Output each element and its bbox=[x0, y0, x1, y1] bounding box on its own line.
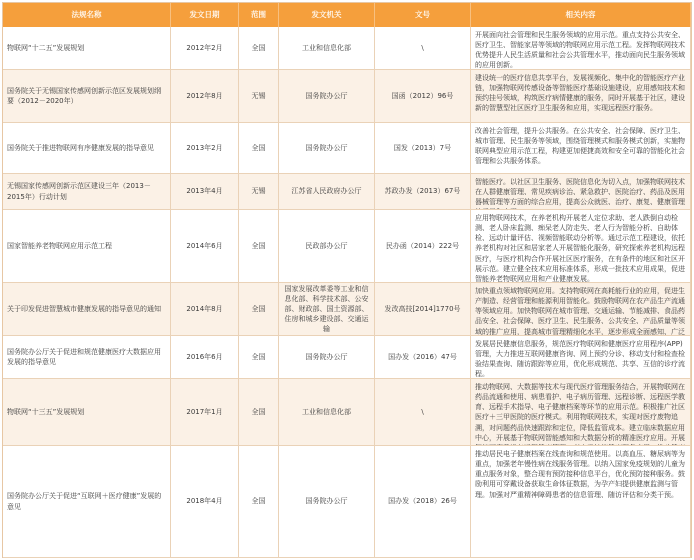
cell-content: 推动物联网、大数据等技术与现代医疗管理服务结合，开展物联网在药品流通和使用、病患看护、电子病历管理、远程诊断、远程医学教育、远程手术指导、电子健康档案等环节的应用示范。积极推广社区医疗＋三甲医院的医疗模式。利用物联网技术，实现对医疗废物追溯，对问题药品快速跟踪和定位，降低监管成本。建立临床数据应用中心，开展基于物联网智能感知和大数据分析的精准医疗应用。开展 bbox=[471, 379, 691, 446]
cell-doc-number: \ bbox=[375, 379, 471, 446]
cell-scope: 全国 bbox=[239, 210, 279, 283]
cell-scope: 无锡 bbox=[239, 174, 279, 210]
cell-name: 国务院办公厅关于促进和规范健康医疗大数据应用发展的指导意见 bbox=[3, 336, 171, 379]
cell-agency: 国务院办公厅 bbox=[279, 446, 375, 558]
cell-date: 2013年4月 bbox=[171, 174, 239, 210]
cell-date: 2013年2月 bbox=[171, 123, 239, 174]
cell-name: 关于印发促进智慧城市健康发展的指导意见的通知 bbox=[3, 283, 171, 336]
cell-scope: 全国 bbox=[239, 123, 279, 174]
cell-content: 开展面向社会管理和民生服务领域的应用示范。重点支持公共安全、医疗卫生、智能家居等领域的物联网应用示范工程。发挥物联网技术优势提升人民生活质量和社会公共管理水平，推动面向民生服务领域的应用创新。 bbox=[471, 27, 691, 70]
regulations-table bbox=[2, 2, 692, 558]
header-doc-number: 文号 bbox=[375, 3, 471, 27]
cell-doc-number: 民办函（2014）222号 bbox=[375, 210, 471, 283]
cell-content: 建设统一的医疗信息共享平台，发展视频化、集中化的智能医疗产业链，加强物联网传感设备等智能医疗基础设施建设，应用感知技术和预约挂号领域，构筑医疗病情健康的服务，同时开展基于社区，建设新的智慧型社区医疗卫生服务和应用，实现远程医疗服务。 bbox=[471, 70, 691, 123]
cell-content: 发展居民健康信息服务，规范医疗物联网和健康医疗应用程序(APP)管理，大力推进互联网健康咨询、网上预约分诊、移动支付和检查检验结果查询、随访跟踪等应用，优化形成规范、共享、互信的诊疗流程。 bbox=[471, 336, 691, 379]
cell-agency: 工业和信息化部 bbox=[279, 379, 375, 446]
cell-date: 2017年1月 bbox=[171, 379, 239, 446]
cell-date: 2012年2月 bbox=[171, 27, 239, 70]
cell-date: 2012年8月 bbox=[171, 70, 239, 123]
cell-agency: 江苏省人民政府办公厅 bbox=[279, 174, 375, 210]
cell-doc-number: \ bbox=[375, 27, 471, 70]
cell-name: 国务院关于无锡国家传感网创新示范区发展规划纲要（2012－2020年） bbox=[3, 70, 171, 123]
cell-agency: 国家发展改革委等工业和信息化部、科学技术部、公安部、财政部、国土资源部、住房和城乡建设部、交通运输 bbox=[279, 283, 375, 336]
cell-agency: 国务院办公厅 bbox=[279, 70, 375, 123]
cell-doc-number: 国函（2012）96号 bbox=[375, 70, 471, 123]
cell-name: 物联网“十二五”发展规划 bbox=[3, 27, 171, 70]
header-content: 相关内容 bbox=[471, 3, 691, 27]
cell-content: 智能医疗。以社区卫生服务、医院信息化为切入点，加强物联网技术在人群健康管理、常见疾病诊治、紧急救护、医院治疗、药品及医用器械管理等方面的综合应用，提高公众就医、治疗、康复、健康管理 bbox=[471, 174, 691, 210]
cell-doc-number: 发改高技[2014]1770号 bbox=[375, 283, 471, 336]
header-name: 法规名称 bbox=[3, 3, 171, 27]
header-scope: 范围 bbox=[239, 3, 279, 27]
cell-doc-number: 国办发（2018）26号 bbox=[375, 446, 471, 558]
cell-agency: 国务院办公厅 bbox=[279, 123, 375, 174]
cell-scope: 无锡 bbox=[239, 70, 279, 123]
cell-scope: 全国 bbox=[239, 379, 279, 446]
cell-name: 国务院办公厅关于促进“互联网＋医疗健康”发展的意见 bbox=[3, 446, 171, 558]
cell-scope: 全国 bbox=[239, 283, 279, 336]
cell-date: 2018年4月 bbox=[171, 446, 239, 558]
cell-content: 应用物联网技术，在养老机构开展老人定位求助、老人跌倒自动检测、老人卧床监测、痴呆老人防走失、老人行为智能分析、自助体检、远动计量评估、视频智能联动分析等。通过示范工程建设，依托养老机构对社区和居家老人开展智能化服务，研究探索养老机构远程医疗，与医疗机构合作开展社区医疗服务，在有条件的地区和社区开展示范。建立健全技术应用标准体系，形成一批技术应用成果，促进智能养老物联网应用和产业健康发展。 bbox=[471, 210, 691, 283]
header-date: 发文日期 bbox=[171, 3, 239, 27]
cell-scope: 全国 bbox=[239, 446, 279, 558]
cell-content: 推动居民电子健康档案在线查询和规范使用。以高血压、糖尿病等为重点，加强老年慢性病在线服务管理。以纳入国家免疫规划的儿童为重点服务对象，整合现有预防接种信息平台，优化预防接种服务。鼓励利用可穿戴设备获取生命体征数据，为孕产妇提供健康监测与管理。加强对严重精神障碍患者的信息管理、随访评估和分类干预。 bbox=[471, 446, 691, 558]
cell-name: 物联网“十三五”发展规划 bbox=[3, 379, 171, 446]
header-agency: 发文机关 bbox=[279, 3, 375, 27]
cell-doc-number: 苏政办发（2013）67号 bbox=[375, 174, 471, 210]
cell-agency: 民政部办公厅 bbox=[279, 210, 375, 283]
cell-date: 2014年8月 bbox=[171, 283, 239, 336]
cell-name: 国家智能养老物联网应用示范工程 bbox=[3, 210, 171, 283]
cell-date: 2016年6月 bbox=[171, 336, 239, 379]
cell-agency: 工业和信息化部 bbox=[279, 27, 375, 70]
cell-name: 无锡国家传感网创新示范区建设三年（2013－2015年）行动计划 bbox=[3, 174, 171, 210]
cell-date: 2014年6月 bbox=[171, 210, 239, 283]
cell-scope: 全国 bbox=[239, 336, 279, 379]
cell-doc-number: 国发（2013）7号 bbox=[375, 123, 471, 174]
cell-scope: 全国 bbox=[239, 27, 279, 70]
cell-agency: 国务院办公厅 bbox=[279, 336, 375, 379]
cell-doc-number: 国办发（2016）47号 bbox=[375, 336, 471, 379]
cell-content: 加快重点领域物联网应用。支持物联网在高耗能行业的应用，促进生产制造、经营管理和能源利用智能化。鼓励物联网在农产品生产流通等领域应用。加快物联网在城市管理、交通运输、节能减排、食品药品安全、社会保障、医疗卫生、民生服务、公共安全、产品质量等领域的推广应用，提高城市管理精细化水平，逐步形成全面感知、广泛 bbox=[471, 283, 691, 336]
cell-content: 改善社会管理，提升公共服务。在公共安全、社会保障、医疗卫生、城市管理、民生服务等领域，围绕管理模式和服务模式创新，实施物联网典型应用示范工程，构建更加便捷高效和安全可靠的智能化社会管理和公共服务体系。 bbox=[471, 123, 691, 174]
cell-name: 国务院关于推进物联网有序健康发展的指导意见 bbox=[3, 123, 171, 174]
